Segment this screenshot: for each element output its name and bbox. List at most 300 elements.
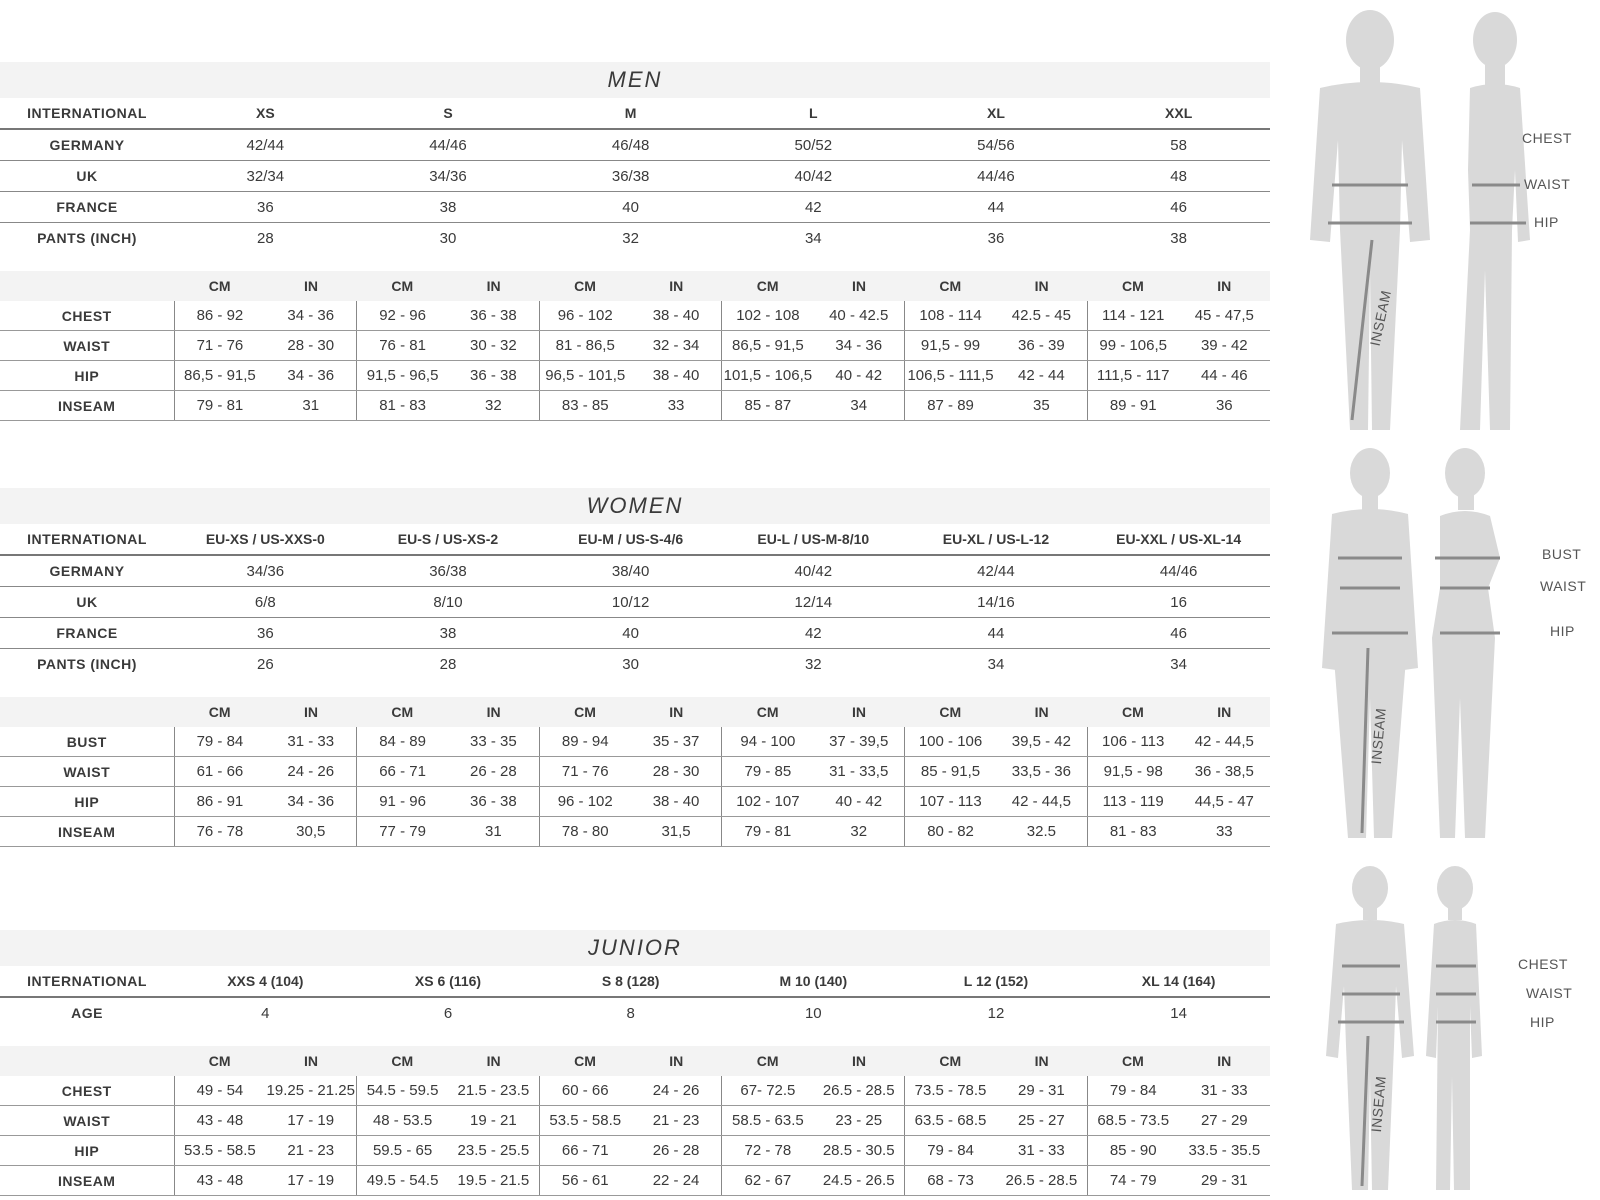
conversion-value: 8: [626, 1004, 635, 1022]
measurement-value: 34 - 36: [265, 361, 356, 391]
conversion-value: 34/36: [174, 556, 357, 587]
measurement-value: 34 - 36: [265, 787, 356, 817]
conversion-row: [0, 649, 1270, 680]
unit-header-cm: CM: [539, 271, 630, 301]
measurement-value: 29 - 31: [1179, 1166, 1270, 1196]
measurement-value: 33: [1179, 817, 1270, 847]
size-header: XS 6 (116): [357, 966, 540, 997]
measurement-value: 106,5 - 111,5: [905, 361, 996, 391]
measurement-value: 31 - 33: [265, 727, 356, 757]
measurement-value: 96,5 - 101,5: [539, 361, 630, 391]
conversion-value: 44/46: [905, 161, 1088, 192]
measurement-value: 44 - 46: [1179, 361, 1270, 391]
conversion-value: 42/44: [174, 130, 357, 161]
measurement-value: 42.5 - 45: [996, 301, 1087, 331]
conversion-value: 40: [539, 618, 722, 649]
unit-header-in: IN: [631, 271, 722, 301]
measurement-value: 35 - 37: [631, 727, 722, 757]
measurement-value: 86 - 92: [174, 301, 265, 331]
measurement-label: WAIST: [0, 1106, 174, 1136]
unit-header-row: [0, 1046, 1270, 1076]
measurement-value: 34 - 36: [265, 301, 356, 331]
measurement-value: 101,5 - 106,5: [722, 361, 813, 391]
measurement-value: 85 - 91,5: [905, 757, 996, 787]
conversion-value: 4: [261, 1004, 270, 1022]
measurement-row: [0, 787, 1270, 817]
unit-header-in: IN: [265, 697, 356, 727]
conversion-value: 6/8: [174, 587, 357, 618]
women-title: WOMEN: [0, 488, 1270, 524]
conversion-row: [0, 618, 1270, 649]
unit-header-in: IN: [631, 1046, 722, 1076]
measurement-row: [0, 1076, 1270, 1106]
measurement-value: 48 - 53.5: [357, 1106, 448, 1136]
measurement-value: 87 - 89: [905, 391, 996, 421]
measurement-value: 108 - 114: [905, 301, 996, 331]
unit-header-in: IN: [996, 271, 1087, 301]
measurement-value: 40 - 42: [813, 361, 904, 391]
conversion-label: UK: [0, 587, 174, 618]
measurement-value: 31: [265, 391, 356, 421]
conversion-value: 14/16: [905, 587, 1088, 618]
conversion-value: 34/36: [357, 161, 540, 192]
conversion-row: [0, 161, 1270, 192]
measurement-value: 39 - 42: [1179, 331, 1270, 361]
measurement-value: 89 - 94: [539, 727, 630, 757]
measurement-row: [0, 1136, 1270, 1166]
measurement-row: [0, 361, 1270, 391]
measurement-value: 86 - 91: [174, 787, 265, 817]
measurement-label: BUST: [0, 727, 174, 757]
measurement-label: HIP: [0, 1136, 174, 1166]
measurement-value: 73.5 - 78.5: [905, 1076, 996, 1106]
measurement-value: 100 - 106: [905, 727, 996, 757]
unit-header-cm: CM: [539, 1046, 630, 1076]
measurement-value: 77 - 79: [357, 817, 448, 847]
measurement-value: 24 - 26: [265, 757, 356, 787]
size-header: EU-S / US-XS-2: [357, 524, 540, 555]
international-label: INTERNATIONAL: [0, 966, 174, 997]
measurement-value: 36 - 38,5: [1179, 757, 1270, 787]
measurement-value: 31 - 33,5: [813, 757, 904, 787]
measurement-value: 107 - 113: [905, 787, 996, 817]
measurement-value: 91,5 - 99: [905, 331, 996, 361]
measurement-value: 102 - 108: [722, 301, 813, 331]
women-conversion-table: [0, 556, 1270, 679]
measurement-value: 36 - 38: [448, 361, 539, 391]
conversion-value: 34: [1170, 655, 1187, 673]
measurement-value: 81 - 86,5: [539, 331, 630, 361]
measurement-value: 80 - 82: [905, 817, 996, 847]
measurement-value: 24.5 - 26.5: [813, 1166, 904, 1196]
conversion-value: 10: [804, 1004, 822, 1022]
conversion-value: 32: [804, 655, 822, 673]
unit-header-row: [0, 271, 1270, 301]
junior-size-table: [0, 966, 1270, 998]
conversion-label: GERMANY: [0, 556, 174, 587]
measurement-value: 21 - 23: [265, 1136, 356, 1166]
measurement-value: 96 - 102: [539, 787, 630, 817]
size-header: EU-M / US-S-4/6: [539, 524, 722, 555]
measurement-value: 19 - 21: [448, 1106, 539, 1136]
measurement-row: [0, 331, 1270, 361]
junior-conversion-table: [0, 998, 1270, 1028]
measurement-value: 40 - 42: [813, 787, 904, 817]
conversion-value: 38/40: [539, 556, 722, 587]
measurement-value: 74 - 79: [1087, 1166, 1178, 1196]
measurement-row: [0, 301, 1270, 331]
measurement-value: 21 - 23: [631, 1106, 722, 1136]
conversion-value: 40/42: [722, 556, 905, 587]
measurement-value: 79 - 81: [722, 817, 813, 847]
measurement-value: 71 - 76: [539, 757, 630, 787]
unit-header-in: IN: [448, 697, 539, 727]
size-header-row: [0, 98, 1270, 129]
measurement-value: 25 - 27: [996, 1106, 1087, 1136]
conversion-value: 38: [1170, 229, 1187, 247]
measurement-value: 26 - 28: [448, 757, 539, 787]
measurement-value: 32: [813, 817, 904, 847]
measurement-value: 33: [631, 391, 722, 421]
measurement-value: 35: [996, 391, 1087, 421]
women-figure-panel: [1290, 448, 1600, 838]
measurement-value: 36: [1179, 391, 1270, 421]
size-header: EU-L / US-M-8/10: [722, 524, 905, 555]
measurement-value: 37 - 39,5: [813, 727, 904, 757]
conversion-value: 8/10: [357, 587, 540, 618]
measurement-value: 81 - 83: [357, 391, 448, 421]
measurement-value: 43 - 48: [174, 1166, 265, 1196]
women-measurement-table: [0, 697, 1270, 847]
conversion-value: 48: [1087, 161, 1270, 192]
measurement-value: 28 - 30: [265, 331, 356, 361]
women-figure-label-hip: HIP: [1550, 623, 1575, 639]
measurement-value: 67- 72.5: [722, 1076, 813, 1106]
conversion-value: 6: [443, 1004, 453, 1022]
unit-header-row: [0, 697, 1270, 727]
unit-header-cm: CM: [722, 271, 813, 301]
conversion-value: 58: [1087, 130, 1270, 161]
conversion-value: 44: [905, 192, 1088, 223]
measurement-value: 32 - 34: [631, 331, 722, 361]
measurement-value: 92 - 96: [357, 301, 448, 331]
size-header: EU-XL / US-L-12: [905, 524, 1088, 555]
conversion-value: 36/38: [357, 556, 540, 587]
men-title: MEN: [0, 62, 1270, 98]
conversion-label: AGE: [71, 1005, 103, 1021]
measurement-value: 31: [448, 817, 539, 847]
measurement-value: 19.25 - 21.25: [265, 1076, 356, 1106]
measurement-value: 44,5 - 47: [1179, 787, 1270, 817]
size-header: XL 14 (164): [1087, 966, 1270, 997]
measurement-value: 84 - 89: [357, 727, 448, 757]
conversion-label: FRANCE: [0, 618, 174, 649]
size-header-row: [0, 524, 1270, 555]
unit-header-in: IN: [813, 271, 904, 301]
measurement-value: 99 - 106,5: [1087, 331, 1178, 361]
measurement-value: 83 - 85: [539, 391, 630, 421]
measurement-value: 68.5 - 73.5: [1087, 1106, 1178, 1136]
unit-header-cm: CM: [357, 1046, 448, 1076]
measurement-value: 62 - 67: [722, 1166, 813, 1196]
size-header: S: [357, 98, 540, 129]
measurement-value: 76 - 78: [174, 817, 265, 847]
women-figure-label-bust: BUST: [1542, 546, 1582, 562]
unit-header-cm: CM: [357, 697, 448, 727]
measurement-value: 56 - 61: [539, 1166, 630, 1196]
international-label: INTERNATIONAL: [0, 98, 174, 129]
unit-header-in: IN: [631, 697, 722, 727]
measurement-value: 68 - 73: [905, 1166, 996, 1196]
unit-header-cm: CM: [1087, 1046, 1178, 1076]
conversion-row: [0, 130, 1270, 161]
size-header: S 8 (128): [539, 966, 722, 997]
measurement-value: 33.5 - 35.5: [1179, 1136, 1270, 1166]
conversion-value: 46/48: [539, 130, 722, 161]
junior-figure-panel: [1290, 866, 1600, 1190]
conversion-row: [0, 587, 1270, 618]
conversion-value: 50/52: [722, 130, 905, 161]
measurement-value: 17 - 19: [265, 1166, 356, 1196]
men-section: [0, 62, 1270, 421]
measurement-value: 71 - 76: [174, 331, 265, 361]
measurement-value: 36 - 38: [448, 787, 539, 817]
size-header: XL: [905, 98, 1088, 129]
conversion-value: 30: [622, 655, 639, 673]
measurement-value: 91,5 - 98: [1087, 757, 1178, 787]
measurement-value: 66 - 71: [539, 1136, 630, 1166]
international-label: INTERNATIONAL: [0, 524, 174, 555]
unit-header-blank: [0, 271, 174, 301]
conversion-value: 10/12: [539, 587, 722, 618]
women-section: [0, 488, 1270, 847]
conversion-value: 12/14: [722, 587, 905, 618]
measurement-value: 32: [448, 391, 539, 421]
measurement-value: 59.5 - 65: [357, 1136, 448, 1166]
measurement-row: [0, 727, 1270, 757]
unit-header-in: IN: [1179, 1046, 1270, 1076]
unit-header-cm: CM: [905, 271, 996, 301]
size-header: M 10 (140): [722, 966, 905, 997]
unit-header-in: IN: [265, 1046, 356, 1076]
conversion-value: 30: [439, 229, 457, 247]
measurement-value: 81 - 83: [1087, 817, 1178, 847]
measurement-value: 79 - 84: [905, 1136, 996, 1166]
conversion-row: [0, 192, 1270, 223]
conversion-label: PANTS (INCH): [37, 656, 137, 672]
women-body-figure-illustration: [1290, 448, 1600, 838]
measurement-value: 23.5 - 25.5: [448, 1136, 539, 1166]
measurement-value: 34: [813, 391, 904, 421]
measurement-value: 79 - 85: [722, 757, 813, 787]
size-header: XXS 4 (104): [174, 966, 357, 997]
unit-header-in: IN: [813, 697, 904, 727]
women-figure-label-inseam: INSEAM: [1367, 707, 1389, 765]
conversion-value: 42: [722, 192, 905, 223]
measurement-value: 30,5: [265, 817, 356, 847]
size-header: L 12 (152): [905, 966, 1088, 997]
size-header: XXL: [1087, 98, 1270, 129]
conversion-value: 54/56: [905, 130, 1088, 161]
measurement-value: 21.5 - 23.5: [448, 1076, 539, 1106]
conversion-value: 42: [722, 618, 905, 649]
measurement-value: 42 - 44: [996, 361, 1087, 391]
measurement-row: [0, 1166, 1270, 1196]
measurement-label: INSEAM: [0, 1166, 174, 1196]
conversion-value: 42/44: [905, 556, 1088, 587]
measurement-value: 58.5 - 63.5: [722, 1106, 813, 1136]
measurement-label: INSEAM: [0, 391, 174, 421]
unit-header-cm: CM: [1087, 271, 1178, 301]
measurement-value: 31 - 33: [1179, 1076, 1270, 1106]
conversion-value: 44: [905, 618, 1088, 649]
conversion-value: 46: [1087, 618, 1270, 649]
measurement-value: 111,5 - 117: [1087, 361, 1178, 391]
size-header: EU-XS / US-XXS-0: [174, 524, 357, 555]
unit-header-in: IN: [996, 1046, 1087, 1076]
unit-header-blank: [0, 1046, 174, 1076]
measurement-value: 91 - 96: [357, 787, 448, 817]
unit-header-in: IN: [1179, 697, 1270, 727]
measurement-value: 38 - 40: [631, 787, 722, 817]
measurement-value: 91,5 - 96,5: [357, 361, 448, 391]
measurement-value: 32.5: [996, 817, 1087, 847]
women-figure-label-waist: WAIST: [1540, 578, 1587, 594]
junior-figure-label-inseam: INSEAM: [1367, 1075, 1389, 1133]
measurement-label: HIP: [0, 361, 174, 391]
measurement-value: 66 - 71: [357, 757, 448, 787]
men-figure-label-inseam: INSEAM: [1366, 288, 1395, 348]
conversion-value: 38: [357, 618, 540, 649]
conversion-value: 16: [1087, 587, 1270, 618]
measurement-value: 49 - 54: [174, 1076, 265, 1106]
measurement-value: 31,5: [631, 817, 722, 847]
measurement-value: 26.5 - 28.5: [996, 1166, 1087, 1196]
measurement-value: 28 - 30: [631, 757, 722, 787]
measurement-value: 27 - 29: [1179, 1106, 1270, 1136]
conversion-value: 34: [987, 655, 1005, 673]
measurement-label: INSEAM: [0, 817, 174, 847]
conversion-value: 12: [987, 1004, 1005, 1022]
measurement-value: 22 - 24: [631, 1166, 722, 1196]
measurement-row: [0, 817, 1270, 847]
measurement-value: 89 - 91: [1087, 391, 1178, 421]
measurement-value: 30 - 32: [448, 331, 539, 361]
unit-header-cm: CM: [1087, 697, 1178, 727]
unit-header-in: IN: [1179, 271, 1270, 301]
size-header: M: [539, 98, 722, 129]
measurement-value: 42 - 44,5: [1179, 727, 1270, 757]
conversion-value: 38: [357, 192, 540, 223]
measurement-value: 106 - 113: [1087, 727, 1178, 757]
conversion-value: 36: [987, 229, 1005, 247]
conversion-value: 32: [622, 229, 639, 247]
unit-header-cm: CM: [722, 1046, 813, 1076]
measurement-value: 113 - 119: [1087, 787, 1178, 817]
measurement-value: 60 - 66: [539, 1076, 630, 1106]
unit-header-cm: CM: [905, 1046, 996, 1076]
unit-header-cm: CM: [174, 697, 265, 727]
unit-header-cm: CM: [905, 697, 996, 727]
measurement-value: 79 - 84: [1087, 1076, 1178, 1106]
unit-header-in: IN: [265, 271, 356, 301]
men-figure-panel: [1290, 10, 1600, 430]
junior-figure-label-chest: CHEST: [1518, 956, 1568, 972]
measurement-value: 63.5 - 68.5: [905, 1106, 996, 1136]
junior-measurement-table: [0, 1046, 1270, 1196]
unit-header-in: IN: [448, 271, 539, 301]
measurement-value: 42 - 44,5: [996, 787, 1087, 817]
measurement-value: 43 - 48: [174, 1106, 265, 1136]
measurement-value: 53.5 - 58.5: [539, 1106, 630, 1136]
unit-header-blank: [0, 697, 174, 727]
unit-header-cm: CM: [539, 697, 630, 727]
conversion-value: 28: [256, 229, 274, 247]
measurement-value: 102 - 107: [722, 787, 813, 817]
measurement-value: 61 - 66: [174, 757, 265, 787]
junior-figure-label-hip: HIP: [1530, 1014, 1555, 1030]
conversion-label: FRANCE: [0, 192, 174, 223]
conversion-label: PANTS (INCH): [37, 230, 137, 246]
conversion-value: 44/46: [357, 130, 540, 161]
measurement-value: 86,5 - 91,5: [722, 331, 813, 361]
measurement-value: 54.5 - 59.5: [357, 1076, 448, 1106]
measurement-value: 78 - 80: [539, 817, 630, 847]
measurement-value: 17 - 19: [265, 1106, 356, 1136]
measurement-value: 33 - 35: [448, 727, 539, 757]
size-header: EU-XXL / US-XL-14: [1087, 524, 1270, 555]
measurement-value: 45 - 47,5: [1179, 301, 1270, 331]
junior-title: JUNIOR: [0, 930, 1270, 966]
conversion-value: 36: [174, 618, 357, 649]
size-header-row: [0, 966, 1270, 997]
men-conversion-table: [0, 130, 1270, 253]
measurement-value: 33,5 - 36: [996, 757, 1087, 787]
measurement-value: 79 - 84: [174, 727, 265, 757]
measurement-label: CHEST: [0, 301, 174, 331]
unit-header-in: IN: [448, 1046, 539, 1076]
measurement-value: 96 - 102: [539, 301, 630, 331]
measurement-value: 85 - 90: [1087, 1136, 1178, 1166]
unit-header-cm: CM: [722, 697, 813, 727]
measurement-value: 79 - 81: [174, 391, 265, 421]
measurement-value: 40 - 42.5: [813, 301, 904, 331]
conversion-row: [0, 998, 1270, 1028]
measurement-value: 34 - 36: [813, 331, 904, 361]
conversion-value: 40/42: [722, 161, 905, 192]
measurement-value: 85 - 87: [722, 391, 813, 421]
conversion-value: 36: [174, 192, 357, 223]
conversion-value: 28: [439, 655, 457, 673]
measurement-row: [0, 1106, 1270, 1136]
measurement-value: 76 - 81: [357, 331, 448, 361]
measurement-row: [0, 757, 1270, 787]
measurement-label: HIP: [0, 787, 174, 817]
conversion-value: 14: [1170, 1004, 1187, 1022]
unit-header-in: IN: [813, 1046, 904, 1076]
measurement-value: 19.5 - 21.5: [448, 1166, 539, 1196]
measurement-value: 94 - 100: [722, 727, 813, 757]
measurement-value: 28.5 - 30.5: [813, 1136, 904, 1166]
conversion-value: 40: [539, 192, 722, 223]
measurement-value: 26 - 28: [631, 1136, 722, 1166]
conversion-value: 46: [1087, 192, 1270, 223]
measurement-value: 36 - 39: [996, 331, 1087, 361]
size-header: L: [722, 98, 905, 129]
men-figure-label-hip: HIP: [1534, 214, 1559, 230]
conversion-label: UK: [0, 161, 174, 192]
unit-header-cm: CM: [357, 271, 448, 301]
